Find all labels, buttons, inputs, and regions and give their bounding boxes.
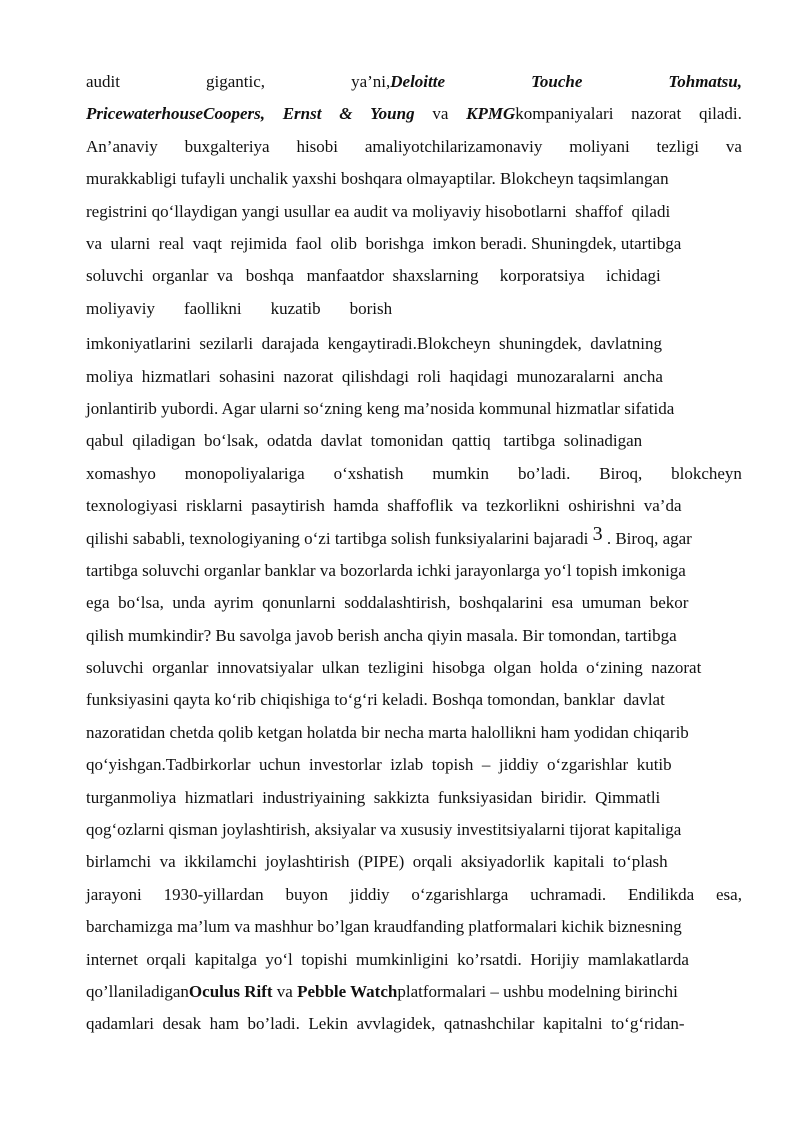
word: amaliyotchilarizamonaviy (364, 136, 543, 156)
word: Ernst (282, 104, 322, 124)
text-line-29 (86, 976, 742, 1008)
text-line-11 (86, 393, 742, 425)
text-line-4 (86, 163, 742, 195)
line-text: qo‘yishgan.Tadbirkorlar uchun investorlar izlab topish – jiddiy o‘zgarishlar kutib (86, 755, 672, 775)
word: ya’ni,Deloitte (351, 72, 446, 91)
text-line-17 (86, 587, 742, 619)
word: An’anaviy (86, 136, 158, 156)
line-text: qilishi sababli, texnologiyaning o‘zi tartibga solish funksiyalarini bajaradi (86, 529, 593, 549)
text-line-25 (86, 846, 742, 878)
text-line-24 (86, 814, 742, 846)
word: xomashyo (86, 463, 156, 483)
text-line-13 (86, 458, 742, 490)
word: Touche (531, 72, 583, 91)
word: qiladi. (698, 104, 742, 124)
word: uchramadi. (530, 884, 607, 904)
line-text: va ularni real vaqt rejimida faol olib borishga imkon beradi. Shuningdek, utartibga (86, 233, 682, 253)
line-text: qadamlari desak ham bo’ladi. Lekin avvlagidek, qatnashchilar kapitalni to‘g‘ridan- (86, 1014, 685, 1034)
word: hisobi (296, 136, 339, 156)
text-line-9 (86, 328, 742, 360)
line-text: platformalari – ushbu modelning birinchi (397, 981, 678, 1001)
line-text: tartibga soluvchi organlar banklar va bozorlarda ichki jarayonlarga yo‘l topish imkoniga (86, 560, 686, 580)
line-text: . Biroq, agar (602, 529, 692, 549)
product-name: Pebble Watch (297, 981, 398, 1001)
line-text: moliya hizmatlari sohasini nazorat qilishdagi roli haqidagi munozaralarni ancha (86, 366, 663, 386)
word: Biroq, (599, 463, 643, 483)
text-line-3 (86, 131, 742, 163)
line-text: turganmoliya hizmatlari industriyaining sakkizta funksiyasidan biridir. Qimmatli (86, 787, 661, 807)
word: o‘xshatish (333, 463, 404, 483)
word: KPMGkompaniyalari (466, 104, 614, 124)
word: & (339, 104, 353, 124)
word: moliyaviy (86, 298, 155, 318)
text-line-19 (86, 652, 742, 684)
line-text: qo’llaniladigan (86, 981, 189, 1001)
word: kuzatib (270, 298, 321, 318)
word: moliyani (569, 136, 630, 156)
word: esa, (716, 884, 742, 904)
line-text: qabul qiladigan bo‘lsak, odatda davlat tomonidan qattiq tartibga solinadigan (86, 431, 643, 451)
word: bo’ladi. (517, 463, 571, 483)
word: o‘zgarishlarga (411, 884, 509, 904)
line-text: ega bo‘lsa, unda ayrim qonunlarni soddalashtirish, boshqalarini esa umuman bekor (86, 593, 689, 613)
text-line-30 (86, 1008, 742, 1040)
text-line-14 (86, 490, 742, 522)
line-text: funksiyasini qayta ko‘rib chiqishiga to‘g‘ri keladi. Boshqa tomondan, banklar davlat (86, 690, 665, 710)
line-text: va (272, 981, 298, 1001)
line-text: birlamchi va ikkilamchi joylashtirish (PIPE) orqali aksiyadorlik kapitali to‘plash (86, 852, 668, 872)
text-line-16 (86, 555, 742, 587)
line-text: qog‘ozlarni qisman joylashtirish, aksiyalar va xususiy investitsiyalarni tijorat kapitaliga (86, 819, 682, 839)
line-text: murakkabligi tufayli unchalik yaxshi boshqara olmayaptilar. Blokcheyn taqsimlangan (86, 169, 669, 189)
text-line-2 (86, 98, 742, 130)
text-line-12 (86, 425, 742, 457)
word: Endilikda (628, 884, 695, 904)
line-text: registrini qo‘llaydigan yangi usullar ea audit va moliyaviy hisobotlarni shaffof qiladi (86, 201, 671, 221)
text-line-1 (86, 66, 742, 98)
text-line-22 (86, 749, 742, 781)
line-text: qilish mumkindir? Bu savolga javob berish ancha qiyin masala. Bir tomondan, tartibga (86, 625, 677, 645)
word: monopoliyalariga (184, 463, 305, 483)
line-text: soluvchi organlar va boshqa manfaatdor shaxslarning korporatsiya ichidagi (86, 266, 661, 286)
text-line-26 (86, 879, 742, 911)
line-text: texnologiyasi risklarni pasaytirish hamda shaffoflik va tezkorlikni oshirishni va’da (86, 496, 682, 516)
word: va (725, 136, 742, 156)
word: buxgalteriya (184, 136, 270, 156)
text-line-15 (86, 522, 742, 554)
footnote-marker: 3 (592, 523, 603, 546)
word: gigantic, (206, 72, 266, 91)
word: audit (86, 72, 120, 91)
word: va (432, 104, 449, 124)
text-line-5 (86, 196, 742, 228)
word: tezligi (656, 136, 700, 156)
product-name: Oculus Rift (188, 981, 273, 1001)
document-page (86, 66, 742, 1041)
word: 1930-yillardan (163, 884, 264, 904)
word: mumkin (432, 463, 490, 483)
word: jiddiy (349, 884, 390, 904)
line-text: nazoratidan chetda qolib ketgan holatda bir necha marta halollikni ham yodidan chiqarib (86, 722, 689, 742)
text-line-23 (86, 782, 742, 814)
line-text: barchamizga ma’lum va mashhur bo’lgan kraudfanding platformalari kichik biznesning (86, 917, 682, 937)
word: jarayoni (86, 884, 142, 904)
line-text: imkoniyatlarini sezilarli darajada kengaytiradi.Blokcheyn shuningdek, davlatning (86, 334, 662, 354)
line-text: internet orqali kapitalga yo‘l topishi mumkinligini ko’rsatdi. Horijiy mamlakatlarda (86, 949, 689, 969)
text-line-21 (86, 717, 742, 749)
word: faollikni (183, 298, 242, 318)
word: Young (370, 104, 415, 124)
text-line-18 (86, 620, 742, 652)
text-line-8 (86, 293, 742, 325)
word: blokcheyn (671, 463, 742, 483)
word: borish (349, 298, 393, 318)
text-line-28 (86, 944, 742, 976)
text-line-27 (86, 911, 742, 943)
line-text: jonlantirib yubordi. Agar ularni so‘zning keng ma’nosida kommunal hizmatlar sifatida (86, 398, 675, 418)
text-line-7 (86, 260, 742, 292)
word: nazorat (631, 104, 682, 124)
text-line-10 (86, 361, 742, 393)
word: buyon (285, 884, 329, 904)
text-line-6 (86, 228, 742, 260)
word: PricewaterhouseCoopers, (86, 104, 265, 124)
line-text: soluvchi organlar innovatsiyalar ulkan tezligini hisobga olgan holda o‘zining nazorat (86, 658, 702, 678)
word: Tohmatsu, (668, 72, 742, 91)
text-line-20 (86, 684, 742, 716)
